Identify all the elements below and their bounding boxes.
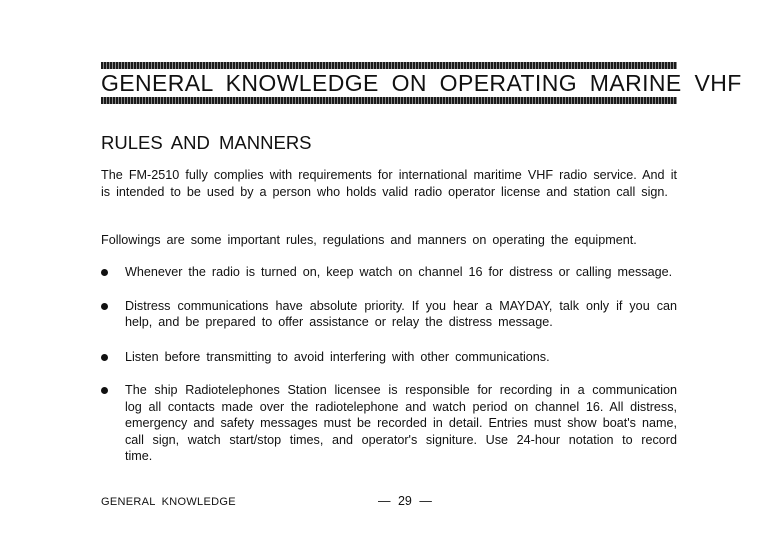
list-item bbox=[101, 349, 677, 366]
section-heading: RULES AND MANNERS bbox=[101, 132, 312, 153]
page-title: GENERAL KNOWLEDGE ON OPERATING MARINE VHF bbox=[101, 70, 742, 96]
page-number: — 29 — bbox=[378, 494, 432, 508]
list-item-text: Whenever the radio is turned on, keep watch on channel 16 for distress or calling message. bbox=[125, 265, 673, 279]
title-rule-bottom bbox=[101, 97, 677, 104]
rules-list bbox=[101, 264, 677, 479]
list-item bbox=[101, 264, 677, 281]
intro-paragraph: The FM-2510 fully complies with requirements for international maritime VHF radio service. And it is intended to be used by a person who holds valid radio operator license and station call sign. bbox=[101, 168, 677, 199]
list-item-text: The ship Radiotelephones Station licensee is responsible for recording in a communication log all contacts made over the radiotelephone and watch period on channel 16. All distress, emergency and safety messages must be recorded in detail. Entries must show boat's name, call sign, watch start/stop times, and operator's signiture. Use 24-hour notation to record time. bbox=[125, 383, 677, 463]
bullet-icon bbox=[101, 354, 108, 361]
bullet-icon bbox=[101, 303, 108, 310]
list-item-text: Distress communications have absolute priority. If you hear a MAYDAY, talk only if you can help, and be prepared to offer assistance or relay the distress message. bbox=[125, 298, 677, 329]
footer-section-label: GENERAL KNOWLEDGE bbox=[101, 496, 236, 508]
list-item-text: Listen before transmitting to avoid interfering with other communications. bbox=[125, 349, 550, 364]
list-item bbox=[101, 382, 677, 465]
title-rule-top bbox=[101, 62, 677, 69]
list-item bbox=[101, 298, 677, 331]
bullet-icon bbox=[101, 269, 108, 276]
bullet-icon bbox=[101, 387, 108, 394]
followings-paragraph: Followings are some important rules, regulations and manners on operating the equipment. bbox=[101, 233, 637, 247]
